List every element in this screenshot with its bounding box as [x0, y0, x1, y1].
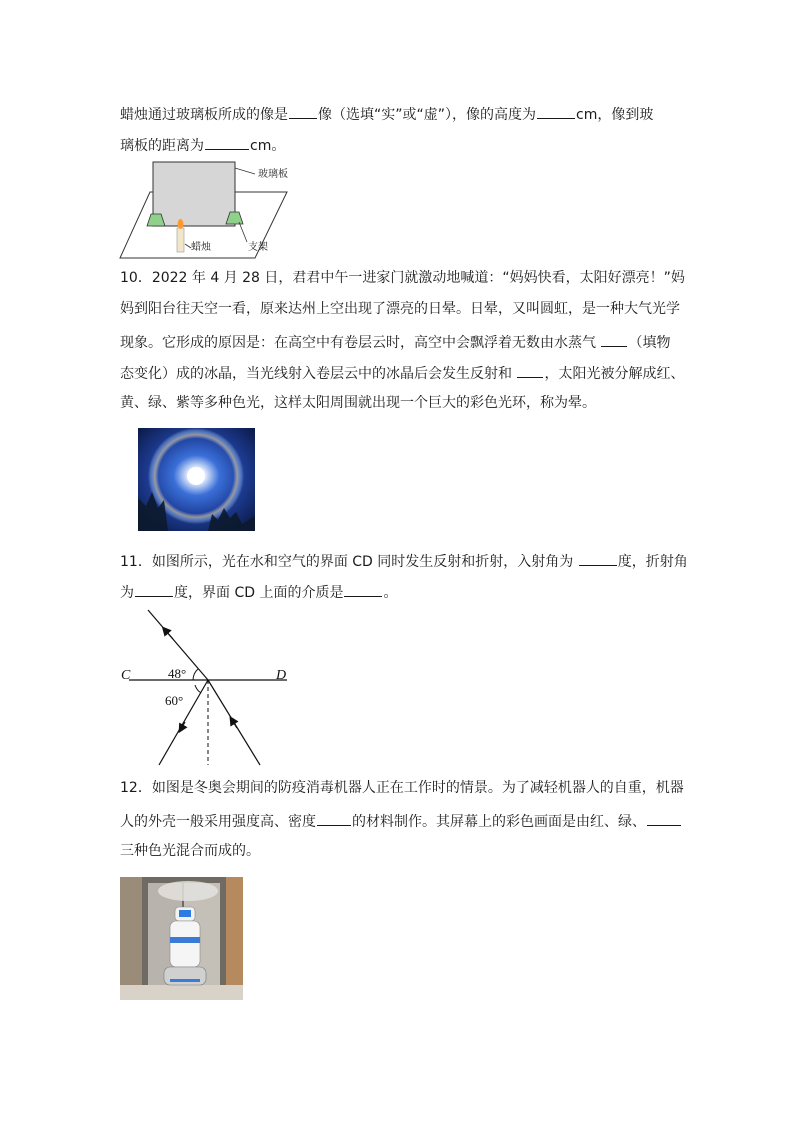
q12-line1: 12．如图是冬奥会期间的防疫消毒机器人正在工作时的情景。为了减轻机器人的自重，机器	[120, 780, 684, 796]
q10-blank-state-change[interactable]	[601, 331, 627, 347]
q9-line2-part-b: cm。	[250, 138, 286, 154]
candle-label: 蜡烛	[191, 242, 211, 253]
q9-line2-part-a: 璃板的距离为	[120, 138, 204, 154]
sun-halo-photo	[138, 428, 255, 531]
q12-line2-part-b: 的材料制作。其屏幕上的彩色画面是由红、绿、	[352, 814, 646, 830]
q9-blank-image-distance[interactable]	[205, 134, 249, 150]
q9-line2	[120, 134, 285, 156]
stand-label-leader	[239, 222, 247, 242]
glass-plate	[153, 162, 235, 226]
label-c: C	[121, 668, 131, 683]
q11-line2-part-a: 为	[120, 585, 134, 601]
candle-flame	[178, 219, 184, 229]
wall-right	[226, 877, 243, 1000]
robot-base	[164, 967, 206, 985]
q10-line3	[120, 331, 670, 353]
q9-line1-part-c: cm，像到玻	[576, 107, 654, 123]
q10-line3-text: 现象。它形成的原因是：在高空中有卷层云时，高空中会飘浮着无数由水蒸气	[120, 335, 596, 351]
q9-blank-image-height[interactable]	[537, 103, 575, 119]
robot-stripe	[170, 937, 200, 943]
angle-label-60: 60°	[165, 693, 184, 708]
q12-line3: 三种色光混合而成的。	[120, 843, 260, 859]
q12-line2	[120, 810, 682, 832]
q10-line4-part-a: 态变化）成的冰晶，当光线射入卷层云中的冰晶后会发生反射和	[120, 366, 512, 382]
robot-screen	[179, 910, 191, 917]
glass-label-leader	[235, 168, 255, 174]
q12-blank-density[interactable]	[317, 810, 351, 826]
q10-blank-light-behavior[interactable]	[517, 362, 543, 378]
q9-line1-part-a: 蜡烛通过玻璃板所成的像是	[120, 107, 288, 123]
label-d: D	[276, 668, 287, 683]
robot-base-light	[170, 979, 200, 982]
q10-line5: 黄、绿、紫等多种色光，这样太阳周围就出现一个巨大的彩色光环，称为晕。	[120, 395, 596, 411]
q11-blank-incidence-angle[interactable]	[579, 550, 617, 566]
angle-arc-top	[193, 669, 198, 680]
q11-blank-refraction-angle[interactable]	[135, 581, 173, 597]
floor	[120, 985, 243, 1000]
q9-line1-part-b: 像（选填“实”或“虚”），像的高度为	[318, 107, 537, 123]
angle-label-48: 48°	[168, 666, 187, 681]
glass-plate-figure	[115, 160, 295, 262]
q11-line1	[120, 550, 688, 572]
q10-line4-part-b: ，太阳光被分解成红、	[544, 366, 685, 382]
q11-line1-part-b: 度，折射角	[617, 554, 688, 570]
disinfection-robot-photo	[120, 877, 243, 1000]
candle-body	[177, 228, 184, 252]
robot-body	[170, 921, 200, 967]
q9-blank-image-type[interactable]	[289, 103, 317, 119]
refraction-diagram	[115, 605, 305, 770]
stand-label: 支架	[248, 242, 268, 253]
q9-line1	[120, 103, 653, 125]
q11-blank-medium[interactable]	[344, 581, 382, 597]
q11-line2	[120, 581, 397, 603]
q11-line2-part-c: 。	[383, 585, 398, 601]
q10-line2: 妈到阳台往天空一看，原来达州上空出现了漂亮的日晕。日晕，又叫圆虹，是一种大气光学	[120, 301, 680, 317]
ray-upper-left-arrow	[165, 630, 173, 639]
q12-blank-color[interactable]	[647, 810, 681, 826]
mist	[158, 881, 218, 901]
q10-line4	[120, 362, 684, 384]
glass-plate-label: 玻璃板	[258, 169, 288, 180]
q11-line1-part-a: 11．如图所示，光在水和空气的界面 CD 同时发生反射和折射，入射角为	[120, 554, 574, 570]
q11-line2-part-b: 度，界面 CD 上面的介质是	[174, 585, 344, 601]
q12-line2-part-a: 人的外壳一般采用强度高、密度	[120, 814, 316, 830]
angle-arc-bottom	[195, 685, 201, 693]
sun	[187, 467, 205, 485]
q10-line1: 10．2022 年 4 月 28 日，君君中午一进家门就激动地喊道：“妈妈快看，太阳好漂亮！”妈	[120, 270, 685, 286]
q10-line3-tail: （填物	[628, 335, 671, 351]
ray-lower-right-arrow	[232, 720, 237, 728]
